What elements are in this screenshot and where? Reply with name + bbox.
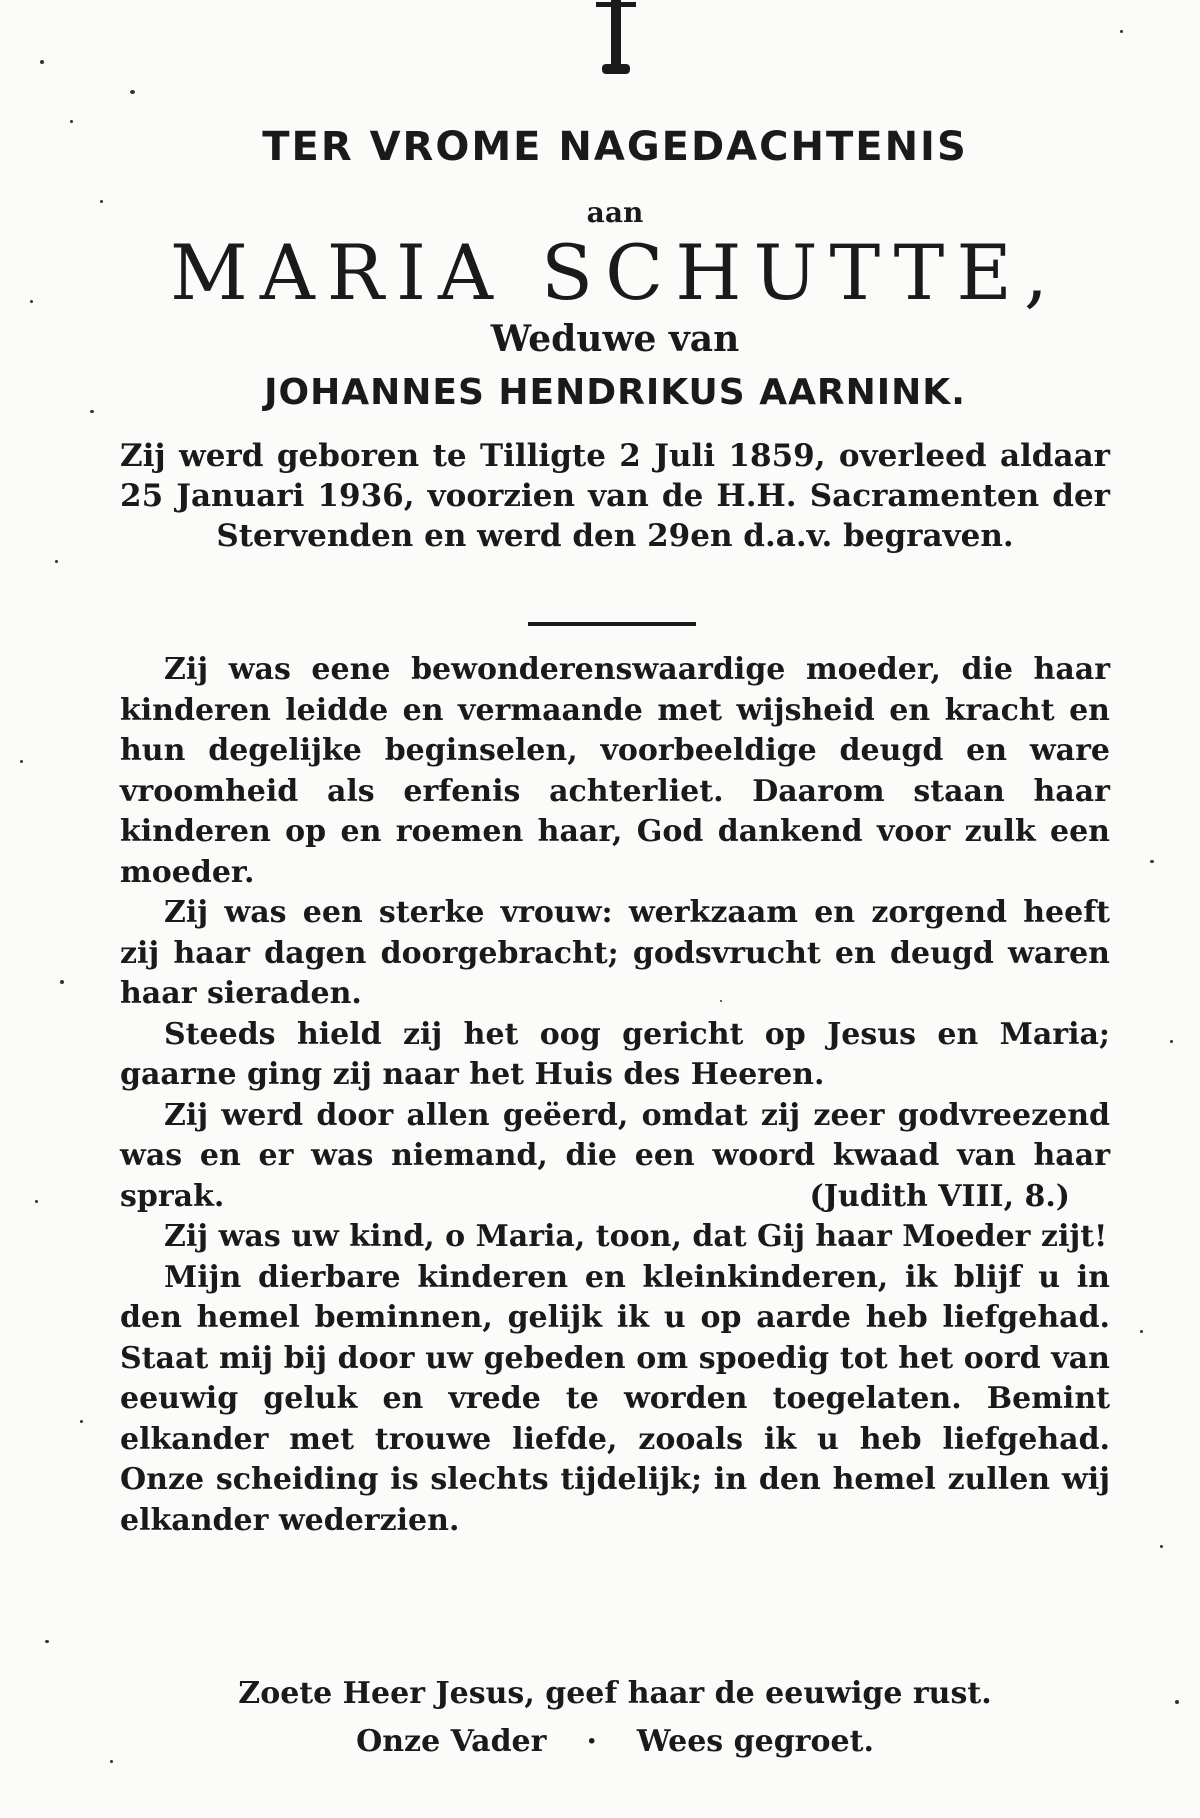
- body-paragraph: Mijn dierbare kinderen en kleinkinderen, ik blijf u in den hemel beminnen, gelijk ik u op aarde heb liefgehad. Staat mij bij door uw gebeden om spoedig tot het oord van eeuwig geluk en vrede te worden toegelaten. Bemint elkander met trouwe liefde, zooals ik u heb liefgehad. Onze scheiding is slechts tijdelijk; in den hemel zullen wij elkander wederzien.: [120, 1259, 1110, 1538]
- widow-of-label: Weduwe van: [490, 318, 740, 360]
- life-data: Zij werd geboren te Tilligte 2 Juli 1859, overleed aldaar 25 Januari 1936, voorzien van de H.H. Sacramenten der Stervenden en werd den 29en d.a.v. begraven.: [120, 438, 1110, 554]
- scan-speck: [1140, 1330, 1143, 1333]
- body-paragraph: Zij was een sterke vrouw: werkzaam en zorgend heeft zij haar dagen doorgebracht; godsvrucht en deugd waren haar sieraden.: [120, 895, 1110, 1011]
- scan-speck: [1120, 30, 1123, 33]
- card-body: [120, 650, 1110, 1541]
- scan-speck: [70, 120, 73, 123]
- prayer-hail-mary: Wees gegroet.: [636, 1724, 874, 1759]
- quote-reference: (Judith VIII, 8.): [809, 1178, 1070, 1214]
- body-paragraph: Zij was eene bewonderenswaardige moeder, die haar kinderen leidde en vermaande met wijsheid en kracht en hun degelijke beginselen, voorbeeldige deugd en ware vroomheid als erfenis achterliet. Daarom staan haar kinderen op en roemen haar, God dankend voor zulk een moeder.: [120, 652, 1110, 890]
- scan-speck: [20, 760, 23, 763]
- prayer-separator: ·: [586, 1724, 597, 1759]
- scan-speck: [40, 60, 44, 64]
- cross-icon: [596, 0, 636, 82]
- scan-speck: [100, 200, 103, 203]
- scan-speck: [60, 980, 64, 984]
- scan-speck: [55, 560, 58, 563]
- scan-speck: [80, 1420, 83, 1423]
- divider-line: [528, 622, 696, 626]
- body-paragraph-quote: Zij werd door allen geëerd, omdat zij zeer godvreezend was en er was niemand, die een woord kwaad van haar sprak.: [120, 1097, 1110, 1214]
- deceased-name: MARIA SCHUTTE,: [170, 228, 1060, 317]
- scan-speck: [35, 1200, 38, 1203]
- quote-reference-line: [120, 1177, 1110, 1218]
- husband-name: JOHANNES HENDRIKUS AARNINK.: [264, 372, 966, 413]
- closing-section: [120, 1670, 1110, 1766]
- scan-speck: [90, 410, 94, 413]
- scan-speck: [1170, 1040, 1173, 1043]
- scan-speck: [1175, 1700, 1179, 1704]
- scan-speck: [45, 1640, 49, 1643]
- body-paragraph: Zij was uw kind, o Maria, toon, dat Gij haar Moeder zijt!: [164, 1219, 1108, 1254]
- card-header: TER VROME NAGEDACHTENIS: [262, 124, 968, 170]
- scan-speck: [1160, 1545, 1163, 1548]
- scan-speck: [1150, 860, 1154, 863]
- prayer-our-father: Onze Vader: [356, 1724, 547, 1759]
- scan-speck: [30, 300, 33, 303]
- scan-speck: [110, 1760, 113, 1763]
- body-paragraph: Steeds hield zij het oog gericht op Jesus en Maria; gaarne ging zij naar het Huis des Heeren.: [120, 1016, 1110, 1092]
- prayers-line: [120, 1718, 1110, 1766]
- aan-label: aan: [586, 196, 644, 229]
- scan-speck: [130, 90, 135, 94]
- invocation: Zoete Heer Jesus, geef haar de eeuwige rust.: [238, 1676, 992, 1711]
